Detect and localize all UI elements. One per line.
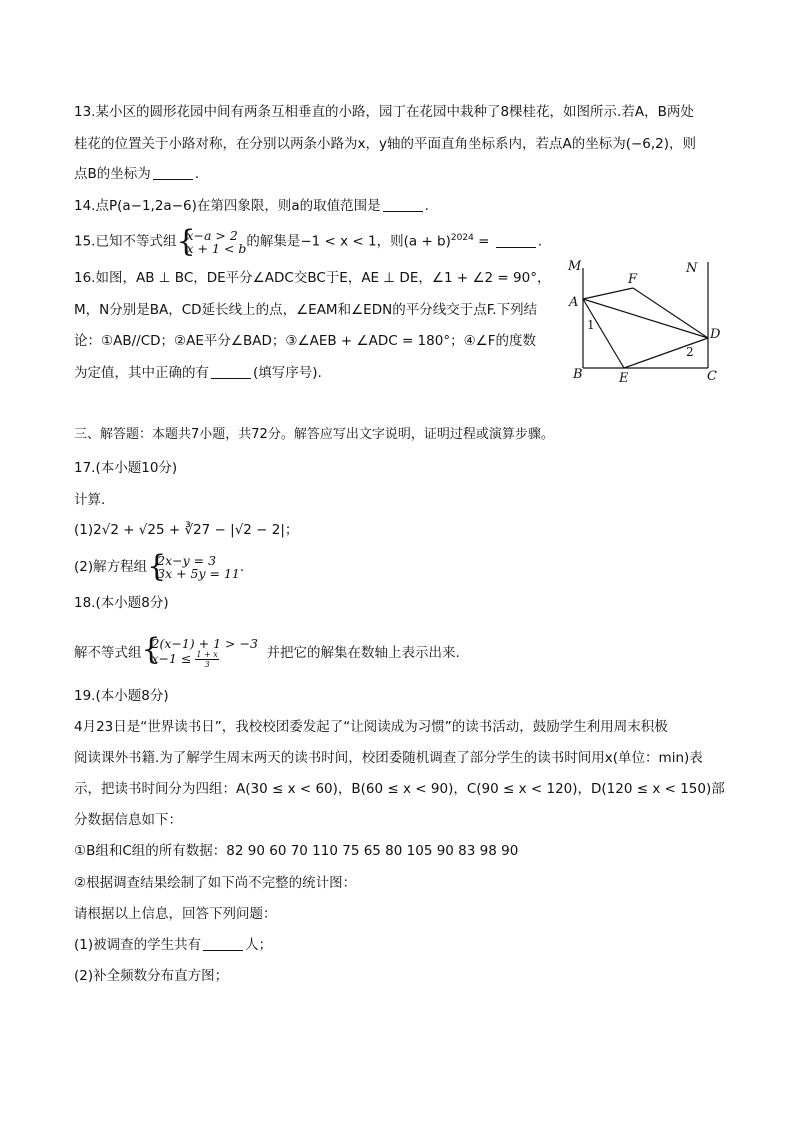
q19-line3: 示，把读书时间分为四组：A(30 ≤ x < 60)，B(60 ≤ x < 90)，C(90 ≤ x < 120)，D(120 ≤ x < 150)部 (74, 781, 725, 797)
fraction-denominator: 3 (204, 660, 210, 669)
q17-part2-text: (2)解方程组 (74, 559, 148, 575)
q18-row2 (152, 650, 258, 669)
q18-title: 18.(本小题8分) (74, 595, 169, 611)
q18-row1: 2(x−1) + 1 > −3 (151, 636, 258, 651)
q14-text: 14.点P(a−1,2a−6)在第四象限，则a的取值范围是 (74, 198, 381, 214)
q18-text-b: 并把它的解集在数轴上表示出来. (266, 645, 460, 661)
line-af (583, 288, 633, 299)
q16-line2: M，N分别是BA，CD延长线上的点，∠EAM和∠EDN的平分线交于点F.下列结 (74, 302, 538, 318)
q14-line (74, 196, 429, 216)
q19-item2: ②根据调查结果绘制了如下尚不完整的统计图： (74, 875, 357, 891)
label-c: C (707, 369, 717, 384)
answer-blank (211, 364, 251, 379)
q15-row1: x−a > 2 (186, 227, 238, 243)
section-heading: 三、解答题：本题共7小题，共72分。解答应写出文字说明，证明过程或演算步骤。 (74, 427, 554, 442)
q15-exponent: 2024 (450, 233, 474, 243)
label-m: M (568, 259, 582, 274)
q19-sub1 (74, 935, 272, 955)
brace-icon: { (176, 223, 196, 259)
q17-part1: (1)2√2 + √25 + ∛27 − |√2 − 2|； (74, 522, 299, 538)
q15-line (74, 223, 542, 259)
answer-blank (383, 197, 423, 212)
q13-line2: 桂花的位置关于小路对称，在分别以两条小路为x，y轴的平面直角坐标系内，若点A的坐标为(−6,2)，则 (74, 136, 697, 152)
q18-fraction (195, 650, 218, 669)
line-ad (583, 299, 708, 338)
answer-blank (153, 165, 193, 180)
q18-inequality-system (141, 632, 258, 669)
q15-text-b: 的解集是−1 < x < 1，则(a + b) (246, 233, 451, 250)
q16-line4-text: 为定值，其中正确的有 (74, 365, 209, 381)
q16-line4 (74, 363, 322, 383)
q17-row1: 2x−y = 3 (157, 553, 217, 568)
label-e: E (619, 371, 629, 386)
q15-row2: x + 1 < b (186, 240, 247, 256)
q18-line (74, 632, 460, 669)
q19-item1: ①B组和C组的所有数据：82 90 60 70 110 75 65 80 105 90 83 98 90 (74, 843, 519, 859)
q15-end: . (537, 233, 542, 250)
geometry-figure (560, 256, 730, 386)
line-fd (633, 288, 708, 338)
q13-line3 (74, 164, 199, 184)
label-b: B (573, 367, 583, 382)
answer-blank (496, 233, 536, 248)
q15-inequality-system (176, 223, 247, 259)
label-angle-2: 2 (686, 345, 694, 359)
q19-line2: 阅读课外书籍.为了解学生周末两天的读书时间，校团委随机调查了部分学生的读书时间用x(单位：min)表 (74, 750, 703, 766)
label-angle-1: 1 (587, 318, 595, 332)
q19-prompt: 请根据以上信息，回答下列问题： (74, 906, 277, 922)
q19-line4: 分数据信息如下： (74, 812, 182, 828)
label-d: D (710, 327, 721, 342)
q16-line4-end: (填写序号). (253, 365, 322, 381)
q17-title: 17.(本小题10分) (74, 460, 178, 476)
label-f: F (628, 272, 638, 287)
q18-row2-text: x−1 ≤ (151, 651, 192, 666)
line-ed (624, 338, 708, 368)
q19-title: 19.(本小题8分) (74, 688, 169, 704)
label-n: N (686, 261, 698, 276)
q19-line1: 4月23日是“世界读书日”，我校校团委发起了“让阅读成为习惯”的读书活动，鼓励学生利用周末积极 (74, 719, 668, 735)
q19-sub1-end: 人； (245, 937, 273, 953)
q17-row2: 3x + 5y = 11 (157, 566, 240, 581)
q17-part2 (74, 549, 245, 584)
q17-equation-system (147, 549, 240, 584)
fraction-numerator: 1 + x (196, 650, 218, 659)
q17-part2-end: . (239, 559, 245, 575)
q16-line3: 论：①AB//CD；②AE平分∠BAD；③∠AEB + ∠ADC = 180°；④∠F的度数 (74, 333, 537, 349)
q17-intro: 计算. (74, 492, 106, 508)
q14-end: . (424, 198, 429, 214)
q16-line1: 16.如图，AB ⊥ BC，DE平分∠ADC交BC于E，AE ⊥ DE，∠1 + ∠2 = 90°， (74, 270, 551, 286)
q18-text-a: 解不等式组 (74, 645, 142, 661)
label-a: A (569, 295, 579, 310)
q13-line3-text: 点B的坐标为 (74, 166, 151, 182)
q13-line3-end: . (194, 166, 200, 182)
q15-text-a: 15.已知不等式组 (74, 233, 177, 250)
q13-line1: 13.某小区的圆形花园中间有两条互相垂直的小路，园丁在花园中栽种了8棵桂花，如图所示.若A，B两处 (74, 104, 694, 120)
answer-blank (203, 936, 243, 951)
brace-icon: { (147, 549, 167, 584)
q19-sub2: (2)补全频数分布直方图； (74, 968, 229, 984)
q15-text-c: = (473, 233, 494, 250)
q19-sub1-text: (1)被调查的学生共有 (74, 937, 202, 953)
brace-icon: { (141, 632, 161, 667)
